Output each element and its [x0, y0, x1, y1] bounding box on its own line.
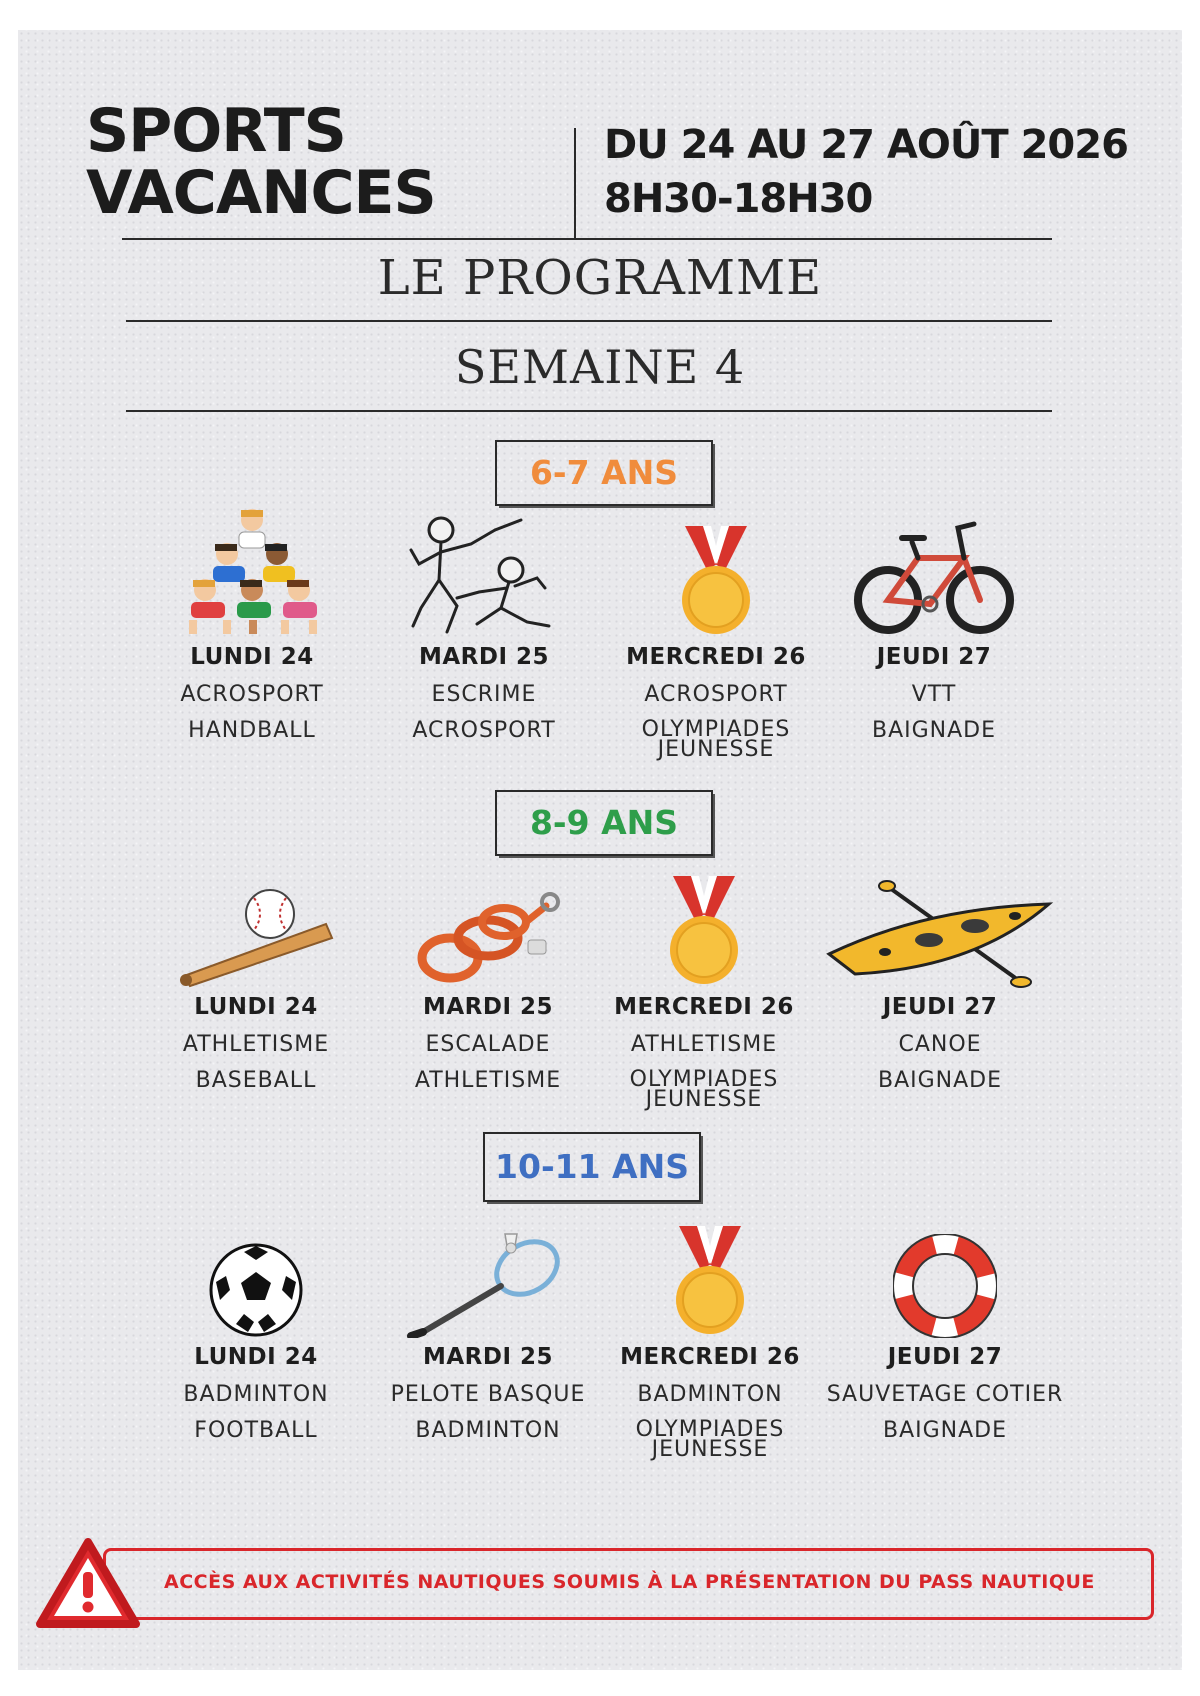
activity-2: FOOTBALL — [194, 1418, 318, 1443]
baseball-icon — [136, 850, 376, 988]
day-column-g1-mardi — [364, 500, 604, 742]
day-label: JEUDI 27 — [882, 994, 998, 1020]
mountain-bike-icon — [814, 500, 1054, 638]
warning-triangle-icon — [34, 1536, 142, 1636]
activity-1: BADMINTON — [183, 1382, 329, 1407]
activity-2: HANDBALL — [188, 718, 316, 743]
activity-1: ACROSPORT — [644, 682, 788, 707]
activity-1: ACROSPORT — [180, 682, 324, 707]
activity-1: ESCALADE — [425, 1032, 551, 1057]
day-column-g3-mercredi — [590, 1220, 830, 1460]
activity-2: OLYMPIADES JEUNESSE — [629, 1067, 779, 1112]
activity-2: ACROSPORT — [412, 718, 556, 743]
age-group-label-6-7: 6-7 ANS — [495, 440, 713, 506]
week-heading: SEMAINE 4 — [454, 340, 746, 394]
title-line-2: VACANCES — [86, 158, 436, 228]
day-column-g3-lundi — [136, 1220, 376, 1442]
activity-2: OLYMPIADES JEUNESSE — [635, 1417, 785, 1462]
activity-2: BASEBALL — [195, 1068, 317, 1093]
header-divider — [574, 128, 576, 238]
day-column-g1-jeudi — [814, 500, 1054, 742]
programme-heading: LE PROGRAMME — [377, 250, 823, 306]
activity-2: BAIGNADE — [871, 718, 997, 743]
activity-1: ESCRIME — [431, 682, 537, 707]
rule-2 — [126, 320, 1052, 322]
day-label: MARDI 25 — [422, 994, 554, 1020]
activity-2: BAIGNADE — [882, 1418, 1008, 1443]
activity-1: ATHLETISME — [182, 1032, 330, 1057]
day-label: LUNDI 24 — [194, 994, 318, 1020]
day-label: MERCREDI 26 — [626, 644, 806, 670]
day-column-g1-lundi — [132, 500, 372, 742]
nautical-pass-notice — [103, 1548, 1154, 1620]
date-block — [604, 118, 1128, 226]
life-buoy-icon — [820, 1220, 1070, 1338]
day-label: JEUDI 27 — [876, 644, 992, 670]
activity-1: VTT — [911, 682, 957, 707]
activity-1: PELOTE BASQUE — [390, 1382, 586, 1407]
day-label: JEUDI 27 — [887, 1344, 1003, 1370]
day-label: MERCREDI 26 — [614, 994, 794, 1020]
title-line-1: SPORTS — [86, 96, 346, 166]
medal-icon — [584, 850, 824, 988]
day-column-g2-lundi — [136, 850, 376, 1092]
activity-1: CANOE — [898, 1032, 982, 1057]
notice-text: ACCÈS AUX ACTIVITÉS NAUTIQUES SOUMIS À LA PRÉSENTATION DU PASS NAUTIQUE — [164, 1571, 1095, 1593]
day-column-g2-mardi — [368, 850, 608, 1092]
activity-2: ATHLETISME — [414, 1068, 562, 1093]
day-column-g2-mercredi — [584, 850, 824, 1110]
activity-2: BAIGNADE — [877, 1068, 1003, 1093]
day-label: MARDI 25 — [418, 644, 550, 670]
activity-2: BADMINTON — [415, 1418, 561, 1443]
activity-1: BADMINTON — [637, 1382, 783, 1407]
rule-1 — [122, 238, 1052, 240]
dates-text: DU 24 AU 27 AOÛT 2026 — [604, 122, 1128, 168]
human-pyramid-icon — [132, 500, 372, 638]
rule-3 — [126, 410, 1052, 412]
day-column-g3-jeudi — [820, 1220, 1070, 1442]
day-column-g2-jeudi — [820, 850, 1060, 1092]
hours-text: 8H30-18H30 — [604, 176, 873, 222]
day-label: MERCREDI 26 — [620, 1344, 800, 1370]
activity-1: SAUVETAGE COTIER — [826, 1382, 1064, 1407]
activity-1: ATHLETISME — [630, 1032, 778, 1057]
day-label: LUNDI 24 — [190, 644, 314, 670]
day-column-g3-mardi — [368, 1220, 608, 1442]
day-label: MARDI 25 — [422, 1344, 554, 1370]
badminton-racket-icon — [368, 1220, 608, 1338]
kayak-icon — [820, 850, 1060, 988]
poster-title — [86, 96, 436, 228]
medal-icon — [590, 1220, 830, 1338]
day-column-g1-mercredi — [596, 500, 836, 760]
medal-icon — [596, 500, 836, 638]
fencing-icon — [364, 500, 604, 638]
soccer-ball-icon — [136, 1220, 376, 1338]
age-group-label-10-11: 10-11 ANS — [483, 1132, 701, 1202]
activity-2: OLYMPIADES JEUNESSE — [641, 717, 791, 762]
day-label: LUNDI 24 — [194, 1344, 318, 1370]
age-group-label-8-9: 8-9 ANS — [495, 790, 713, 856]
climbing-rope-icon — [368, 850, 608, 988]
